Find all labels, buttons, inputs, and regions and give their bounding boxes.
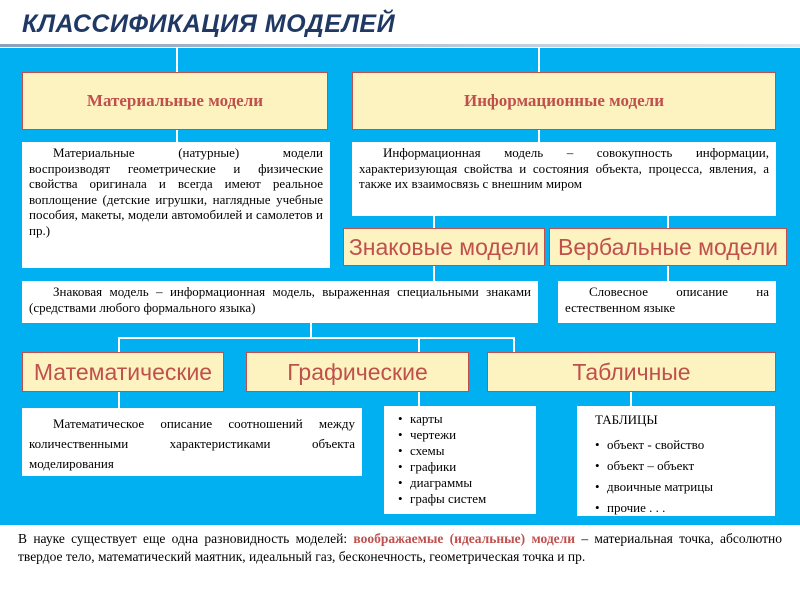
list-item: • графики bbox=[398, 459, 532, 475]
footer-highlight: воображаемые (идеальные) модели bbox=[353, 531, 576, 546]
table-models-list bbox=[577, 406, 775, 516]
list-item: • схемы bbox=[398, 443, 532, 459]
math-models-text: Математическое описание соотношений между количественными характеристиками объекта моделирования bbox=[29, 416, 355, 471]
material-models-text: Материальные (натурные) модели воспроизводят геометрические и физические свойства оригинала и всегда имеют реальное воплощение (детские игрушки, наглядные учебные пособия, макеты, модели автомобилей и самолетов и пр.) bbox=[29, 145, 323, 238]
connector bbox=[418, 392, 420, 406]
connector bbox=[118, 392, 120, 408]
sign-models-text: Знаковая модель – информационная модель, выраженная специальными знаками (средствами любого формального языка) bbox=[29, 284, 531, 315]
list-item: • объект – объект bbox=[595, 457, 767, 475]
list-item: • карты bbox=[398, 411, 532, 427]
verbal-models-description bbox=[558, 281, 776, 323]
informational-models-description bbox=[352, 142, 776, 216]
footer-note bbox=[18, 530, 782, 566]
material-models-header: Материальные модели bbox=[22, 72, 328, 130]
connector bbox=[667, 216, 669, 228]
connector bbox=[418, 337, 420, 352]
list-item: • двоичные матрицы bbox=[595, 478, 767, 496]
list-item: • прочие . . . bbox=[595, 499, 767, 517]
list-item: • чертежи bbox=[398, 427, 532, 443]
graphic-models-list bbox=[384, 406, 536, 514]
table-list-title: ТАБЛИЦЫ bbox=[595, 412, 658, 427]
footer-text-end: – материальная точка, абсолютно твердое тело, математический маятник, идеальный газ, бесконечность, геометрическая точка и пр. bbox=[18, 531, 782, 564]
verbal-models-text: Словесное описание на естественном языке bbox=[565, 284, 769, 315]
informational-models-header: Информационные модели bbox=[352, 72, 776, 130]
connector bbox=[667, 266, 669, 281]
verbal-models-header: Вербальные модели bbox=[549, 228, 787, 266]
connector bbox=[433, 216, 435, 228]
page-title: КЛАССИФИКАЦИЯ МОДЕЛЕЙ bbox=[22, 10, 396, 38]
connector bbox=[513, 337, 515, 352]
connector bbox=[118, 337, 120, 352]
table-models-header: Табличные bbox=[487, 352, 776, 392]
connector bbox=[176, 130, 178, 142]
list-item: • диаграммы bbox=[398, 475, 532, 491]
list-item: • объект - свойство bbox=[595, 436, 767, 454]
sign-models-description bbox=[22, 281, 538, 323]
graphic-items bbox=[388, 411, 532, 507]
sign-models-header: Знаковые модели bbox=[343, 228, 545, 266]
list-item: • графы систем bbox=[398, 491, 532, 507]
connector bbox=[118, 337, 514, 339]
math-models-description bbox=[22, 408, 362, 476]
connector bbox=[630, 392, 632, 406]
footer-text-start: В науке существует еще одна разновидность моделей: bbox=[18, 531, 354, 546]
math-models-header: Математические bbox=[22, 352, 224, 392]
material-models-description bbox=[22, 142, 330, 268]
connector bbox=[176, 48, 178, 72]
connector bbox=[538, 130, 540, 142]
title-underline bbox=[0, 44, 800, 47]
connector bbox=[433, 266, 435, 281]
graphic-models-header: Графические bbox=[246, 352, 469, 392]
connector bbox=[310, 323, 312, 337]
header bbox=[0, 0, 800, 48]
table-items bbox=[585, 436, 767, 517]
connector bbox=[538, 48, 540, 72]
informational-models-text: Информационная модель – совокупность информации, характеризующая свойства и состояния объекта, процесса, явления, а также их взаимосвязь с внешним миром bbox=[359, 145, 769, 191]
